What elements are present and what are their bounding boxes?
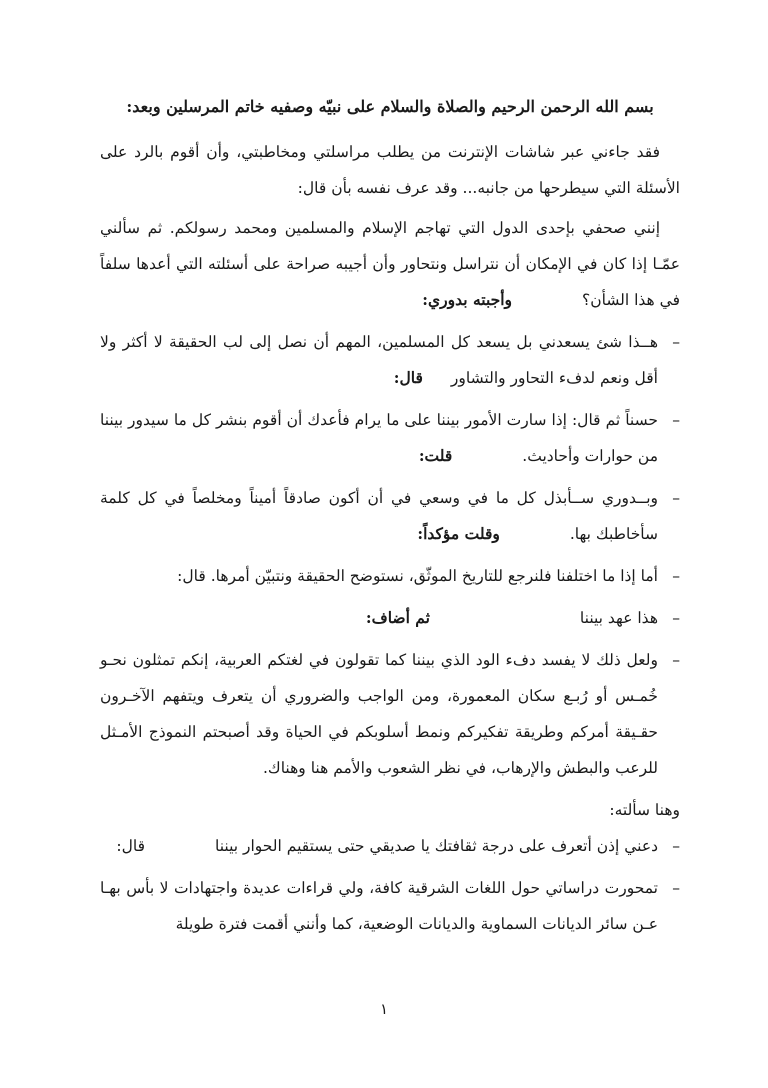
dialog-text: حسناً ثم قال: إذا سارت الأمور بيننا على ما يرام فأعدك أن أقوم بنشر كل ما سيدور بيننا من حوارات وأحاديث. — [100, 411, 658, 465]
intro-paragraph: فقد جاءني عبر شاشات الإنترنت من يطلب مراسلتي ومخاطبتي، وأن أقوم بالرد على الأسئلة التي سيطرحها من جانبه... وقد عرف نفسه بأن قال: — [100, 143, 680, 197]
dialog-line — [100, 402, 680, 474]
dash-marker: – — [672, 609, 680, 627]
dialog-line — [100, 480, 680, 552]
dash-marker: – — [672, 333, 680, 351]
transition-line: وهنا سألته: — [609, 801, 680, 819]
journalist-paragraph — [100, 210, 680, 318]
dialog-line — [100, 558, 680, 594]
dialog-line — [100, 324, 680, 396]
dialog-text: تمحورت دراساتي حول اللغات الشرقية كافة، ولي قراءات عديدة واجتهادات لا بأس بهـا عـن سائر الديانات السماوية والديانات الوضعية، كما وأنني أقمت فترة طويلة — [100, 879, 658, 933]
page-number: ١ — [379, 1000, 389, 1018]
dash-marker: – — [672, 567, 680, 585]
dialog-cue: ثم أضاف: — [365, 608, 430, 627]
dialog-line — [100, 870, 680, 942]
dash-marker: – — [672, 411, 680, 429]
dialog-text: هذا عهد بيننا — [579, 609, 658, 627]
dialog-cue: قال: — [116, 837, 145, 855]
dialog-text: وبــدوري ســأبذل كل ما في وسعي في أن أكون صادقاً أميناً ومخلصاً في كل كلمة سأخاطبك بها. — [100, 489, 658, 543]
dialog-line — [100, 642, 680, 786]
dash-marker: – — [672, 651, 680, 669]
dialog-cue: قال: — [393, 368, 423, 387]
dialog-text: دعني إذن أتعرف على درجة ثقافتك يا صديقي حتى يستقيم الحوار بيننا — [215, 837, 658, 855]
dialog-text: أما إذا ما اختلفنا فلنرجع للتاريخ الموثّق، نستوضح الحقيقة ونتبيّن أمرها. قال: — [177, 567, 658, 585]
dash-marker: – — [672, 837, 680, 855]
dialog-line — [100, 600, 680, 636]
dialog-cue: قلت: — [418, 446, 453, 465]
dialog-line — [100, 828, 680, 864]
journalist-text: إنني صحفي بإحدى الدول التي تهاجم الإسلام والمسلمين ومحمد رسولكم. ثم سألني عمّـا إذا كان في الإمكان أن نتراسل ونتحاور وأن أجيبه صراحة على أسئلته التي أعدها سلفاً في هذا الشأن؟ — [100, 219, 680, 309]
dialog-text: هــذا شئ يسعدني بل يسعد كل المسلمين، المهم أن نصل إلى لب الحقيقة لا أكثر ولا أقل ونعم لدفء التحاور والتشاور — [100, 333, 658, 387]
reply-cue: وأجبته بدوري: — [422, 290, 512, 309]
dash-marker: – — [672, 879, 680, 897]
dialog-text: ولعل ذلك لا يفسد دفء الود الذي بيننا كما تقولون في لغتكم العربية، إنكم تمثلون نحـو خُمـس أو رُبـع سكان المعمورة، ومن الواجب والضروري أن يتعرف ويتفهم الآخـرون حقـيقة أمركم وطريقة تفكيركم ونمط أسلوبكم في الحياة وقد أصبحتم النموذج الأمـثل للرعب والبطش والإرهاب، في نظر الشعوب والأمم هنا وهناك. — [100, 651, 658, 777]
dash-marker: – — [672, 489, 680, 507]
basmala-heading: بسم الله الرحمن الرحيم والصلاة والسلام على نبيّه وصفيه خاتم المرسلين وبعد: — [126, 97, 654, 116]
dialog-cue: وقلت مؤكداً: — [417, 524, 500, 543]
document-body — [100, 94, 680, 948]
